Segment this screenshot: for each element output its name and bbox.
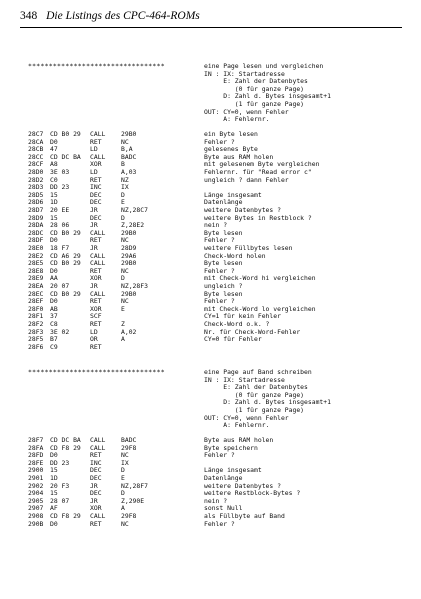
operand: BADC: [121, 152, 137, 161]
operand: NZ,28F3: [121, 282, 148, 290]
comment: Länge insgesamt: [204, 466, 262, 475]
comment: Byte aus RAM holen: [204, 152, 274, 161]
comment: mit gelesenem Byte vergleichen: [204, 160, 320, 169]
mnemonic: JR: [90, 481, 98, 490]
opcode-bytes: 15: [50, 213, 58, 222]
operand: 29F8: [121, 443, 137, 452]
opcode-bytes: A8: [50, 160, 58, 169]
operand: A,03: [121, 168, 137, 176]
mnemonic: XOR: [90, 160, 102, 169]
operand: D: [121, 190, 125, 199]
opcode-bytes: AB: [50, 304, 58, 313]
opcode-bytes: 20 07: [50, 282, 70, 290]
opcode-bytes: D0: [50, 137, 58, 146]
opcode-bytes: 37: [50, 312, 58, 321]
opcode-bytes: 18 F7: [50, 244, 70, 252]
comment: sonst Null: [204, 504, 243, 513]
mnemonic: CALL: [90, 251, 106, 260]
comment: weitere Füllbytes lesen: [204, 244, 293, 252]
mnemonic: DEC: [90, 466, 102, 475]
doc-comment-line: IN : IX: Startadresse: [204, 69, 285, 78]
doc-comment-line: (0 für ganze Page): [204, 84, 305, 93]
opcode-bytes: D0: [50, 297, 58, 306]
mnemonic: XOR: [90, 504, 102, 513]
header-rule: [20, 27, 402, 28]
mnemonic: JR: [90, 244, 98, 252]
address: 28E0: [28, 244, 44, 252]
address: 28D5: [28, 190, 44, 199]
comment: Länge insgesamt: [204, 190, 262, 199]
operand: NZ: [121, 175, 129, 184]
doc-comment-line: A: Fehlernr.: [204, 421, 270, 430]
opcode-bytes: 3E 02: [50, 327, 70, 336]
comment: CY=1 für kein Fehler: [204, 312, 281, 321]
opcode-bytes: DD 23: [50, 183, 70, 192]
address: 2904: [28, 489, 44, 498]
address: 28F6: [28, 342, 44, 351]
opcode-bytes: CD B0 29: [50, 130, 81, 138]
comment: nein ?: [204, 496, 228, 505]
opcode-bytes: C8: [50, 320, 58, 328]
mnemonic: RET: [90, 137, 102, 146]
address: 2900: [28, 466, 44, 475]
address: 28D9: [28, 213, 44, 222]
comment: ein Byte lesen: [204, 130, 258, 138]
comment: ungleich ?: [204, 282, 243, 290]
operand: Z: [121, 320, 125, 328]
opcode-bytes: 28 06: [50, 221, 70, 230]
opcode-bytes: 15: [50, 489, 58, 498]
address: 28CF: [28, 160, 44, 169]
address: 28EC: [28, 289, 44, 298]
comment: Datenlänge: [204, 198, 243, 207]
mnemonic: RET: [90, 320, 102, 328]
comment: Fehler ?: [204, 451, 235, 460]
address: 28E5: [28, 259, 44, 268]
address: 28D0: [28, 168, 44, 176]
address: 28C7: [28, 130, 44, 138]
opcode-bytes: CD A6 29: [50, 251, 81, 260]
opcode-bytes: CD DC BA: [50, 152, 81, 161]
mnemonic: INC: [90, 458, 102, 467]
opcode-bytes: AF: [50, 504, 58, 513]
mnemonic: JR: [90, 282, 98, 290]
address: 2907: [28, 504, 44, 513]
address: 28DA: [28, 221, 44, 230]
comment: Fehler ?: [204, 137, 235, 146]
mnemonic: DEC: [90, 489, 102, 498]
operand: NC: [121, 266, 129, 275]
operand: A: [121, 335, 125, 344]
mnemonic: OR: [90, 335, 98, 344]
address: 28DC: [28, 228, 44, 237]
address: 28F0: [28, 304, 44, 313]
opcode-bytes: D0: [50, 266, 58, 275]
mnemonic: RET: [90, 451, 102, 460]
address: 28D2: [28, 175, 44, 184]
opcode-bytes: D0: [50, 451, 58, 460]
address: 2908: [28, 512, 44, 520]
separator-line: *********************************: [28, 62, 165, 70]
opcode-bytes: 47: [50, 145, 58, 154]
mnemonic: RET: [90, 266, 102, 275]
address: 28E9: [28, 274, 44, 283]
address: 28EF: [28, 297, 44, 306]
opcode-bytes: CD B0 29: [50, 259, 81, 268]
address: 28DF: [28, 236, 44, 245]
comment: weitere Datenbytes ?: [204, 481, 281, 490]
mnemonic: RET: [90, 175, 102, 184]
address: 28FD: [28, 451, 44, 460]
operand: 29B0: [121, 289, 137, 298]
opcode-bytes: 15: [50, 466, 58, 475]
address: 28EA: [28, 282, 44, 290]
comment: Fehler ?: [204, 297, 235, 306]
operand: IX: [121, 458, 129, 467]
mnemonic: CALL: [90, 436, 106, 444]
comment: nein ?: [204, 221, 228, 230]
address: 28F7: [28, 436, 44, 444]
doc-comment-line: A: Fehlernr.: [204, 115, 270, 124]
comment: Fehlernr. für "Read error c": [204, 168, 312, 176]
opcode-bytes: 3E 03: [50, 168, 70, 176]
operand: NC: [121, 137, 129, 146]
opcode-bytes: CD F8 29: [50, 512, 81, 520]
address: 28D7: [28, 206, 44, 214]
address: 28CA: [28, 137, 44, 146]
mnemonic: RET: [90, 236, 102, 245]
mnemonic: INC: [90, 183, 102, 192]
operand: 29B0: [121, 130, 137, 138]
operand: E: [121, 198, 125, 207]
operand: D: [121, 489, 125, 498]
mnemonic: RET: [90, 297, 102, 306]
address: 28D3: [28, 183, 44, 192]
comment: gelesenes Byte: [204, 145, 258, 154]
address: 28FA: [28, 443, 44, 452]
doc-comment-line: (1 für ganze Page): [204, 100, 305, 108]
doc-comment-line: E: Zahl der Datenbytes: [204, 77, 308, 86]
comment: mit Check-Word lo vergleichen: [204, 304, 316, 313]
mnemonic: JR: [90, 221, 98, 230]
mnemonic: CALL: [90, 130, 106, 138]
opcode-bytes: B7: [50, 335, 58, 344]
comment: Byte lesen: [204, 289, 243, 298]
operand: BADC: [121, 436, 137, 444]
comment: ungleich ? dann Fehler: [204, 175, 289, 184]
operand: B: [121, 160, 125, 169]
operand: E: [121, 304, 125, 313]
mnemonic: JR: [90, 496, 98, 505]
operand: NC: [121, 297, 129, 306]
operand: 28D9: [121, 244, 137, 252]
mnemonic: CALL: [90, 259, 106, 268]
mnemonic: DEC: [90, 474, 102, 482]
opcode-bytes: C0: [50, 175, 58, 184]
doc-comment-line: (0 für ganze Page): [204, 390, 305, 399]
comment: als Füllbyte auf Band: [204, 512, 285, 520]
comment: CY=0 für Fehler: [204, 335, 262, 344]
comment: Nr. für Check-Word-Fehler: [204, 327, 301, 336]
opcode-bytes: 1D: [50, 198, 58, 207]
mnemonic: CALL: [90, 152, 106, 161]
address: 28CB: [28, 145, 44, 154]
operand: 29F8: [121, 512, 137, 520]
opcode-bytes: 15: [50, 190, 58, 199]
opcode-bytes: DD 23: [50, 458, 70, 467]
address: 28E8: [28, 266, 44, 275]
doc-comment-line: E: Zahl der Datenbytes: [204, 383, 308, 392]
mnemonic: RET: [90, 519, 102, 528]
doc-comment-line: D: Zahl d. Bytes insgesamt+1: [204, 92, 331, 101]
doc-comment-line: eine Page lesen und vergleichen: [204, 62, 324, 70]
page-number: 348: [20, 10, 38, 22]
mnemonic: LD: [90, 327, 98, 336]
opcode-bytes: 20 EE: [50, 206, 70, 214]
opcode-bytes: 28 07: [50, 496, 70, 505]
opcode-bytes: 1D: [50, 474, 58, 482]
comment: Byte lesen: [204, 228, 243, 237]
address: 290B: [28, 519, 44, 528]
operand: D: [121, 466, 125, 475]
opcode-bytes: CD B0 29: [50, 228, 81, 237]
operand: NC: [121, 451, 129, 460]
comment: Byte speichern: [204, 443, 258, 452]
address: 28D6: [28, 198, 44, 207]
comment: Byte lesen: [204, 259, 243, 268]
operand: NZ,28F7: [121, 481, 148, 490]
operand: Z,28E2: [121, 221, 145, 230]
opcode-bytes: C9: [50, 342, 58, 351]
doc-comment-line: IN : IX: Startadresse: [204, 375, 285, 384]
comment: Byte aus RAM holen: [204, 436, 274, 444]
comment: weitere Restblock-Bytes ?: [204, 489, 301, 498]
operand: A: [121, 504, 125, 513]
mnemonic: CALL: [90, 228, 106, 237]
opcode-bytes: D0: [50, 236, 58, 245]
address: 28F1: [28, 312, 44, 321]
page-title: Die Listings des CPC-464-ROMs: [46, 10, 200, 22]
operand: Z,290E: [121, 496, 145, 505]
mnemonic: CALL: [90, 512, 106, 520]
address: 28CC: [28, 152, 44, 161]
opcode-bytes: CD B0 29: [50, 289, 81, 298]
operand: IX: [121, 183, 129, 192]
page-header: [20, 10, 400, 26]
opcode-bytes: AA: [50, 274, 58, 283]
doc-comment-line: D: Zahl d. Bytes insgesamt+1: [204, 398, 331, 407]
address: 28F5: [28, 335, 44, 344]
mnemonic: LD: [90, 168, 98, 176]
comment: Check-Word holen: [204, 251, 266, 260]
doc-comment-line: OUT: CY=0, wenn Fehler: [204, 107, 289, 116]
comment: Datenlänge: [204, 474, 243, 482]
opcode-bytes: D0: [50, 519, 58, 528]
comment: Check-Word o.k. ?: [204, 320, 270, 328]
mnemonic: XOR: [90, 274, 102, 283]
comment: Fehler ?: [204, 266, 235, 275]
address: 28FE: [28, 458, 44, 467]
comment: mit Check-Word hi vergleichen: [204, 274, 316, 283]
operand: 29B0: [121, 259, 137, 268]
comment: weitere Datenbytes ?: [204, 206, 281, 214]
doc-comment-line: (1 für ganze Page): [204, 406, 305, 414]
doc-comment-line: eine Page auf Band schreiben: [204, 368, 312, 376]
operand: D: [121, 213, 125, 222]
operand: D: [121, 274, 125, 283]
operand: E: [121, 474, 125, 482]
address: 28F3: [28, 327, 44, 336]
mnemonic: CALL: [90, 443, 106, 452]
address: 28F2: [28, 320, 44, 328]
opcode-bytes: CD DC BA: [50, 436, 81, 444]
mnemonic: LD: [90, 145, 98, 154]
operand: NZ,28C7: [121, 206, 148, 214]
operand: NC: [121, 519, 129, 528]
mnemonic: XOR: [90, 304, 102, 313]
mnemonic: DEC: [90, 190, 102, 199]
mnemonic: CALL: [90, 289, 106, 298]
operand: NC: [121, 236, 129, 245]
comment: weitere Bytes in Restblock ?: [204, 213, 312, 222]
comment: Fehler ?: [204, 236, 235, 245]
separator-line: *********************************: [28, 368, 165, 376]
address: 2901: [28, 474, 44, 482]
opcode-bytes: 20 F3: [50, 481, 70, 490]
operand: 29B0: [121, 228, 137, 237]
operand: B,A: [121, 145, 133, 154]
mnemonic: DEC: [90, 213, 102, 222]
operand: A,02: [121, 327, 137, 336]
address: 28E2: [28, 251, 44, 260]
doc-comment-line: OUT: CY=0, wenn Fehler: [204, 413, 289, 422]
comment: Fehler ?: [204, 519, 235, 528]
mnemonic: DEC: [90, 198, 102, 207]
mnemonic: JR: [90, 206, 98, 214]
operand: 29A6: [121, 251, 137, 260]
address: 2902: [28, 481, 44, 490]
mnemonic: RET: [90, 342, 102, 351]
opcode-bytes: CD F8 29: [50, 443, 81, 452]
address: 2905: [28, 496, 44, 505]
mnemonic: SCF: [90, 312, 102, 321]
